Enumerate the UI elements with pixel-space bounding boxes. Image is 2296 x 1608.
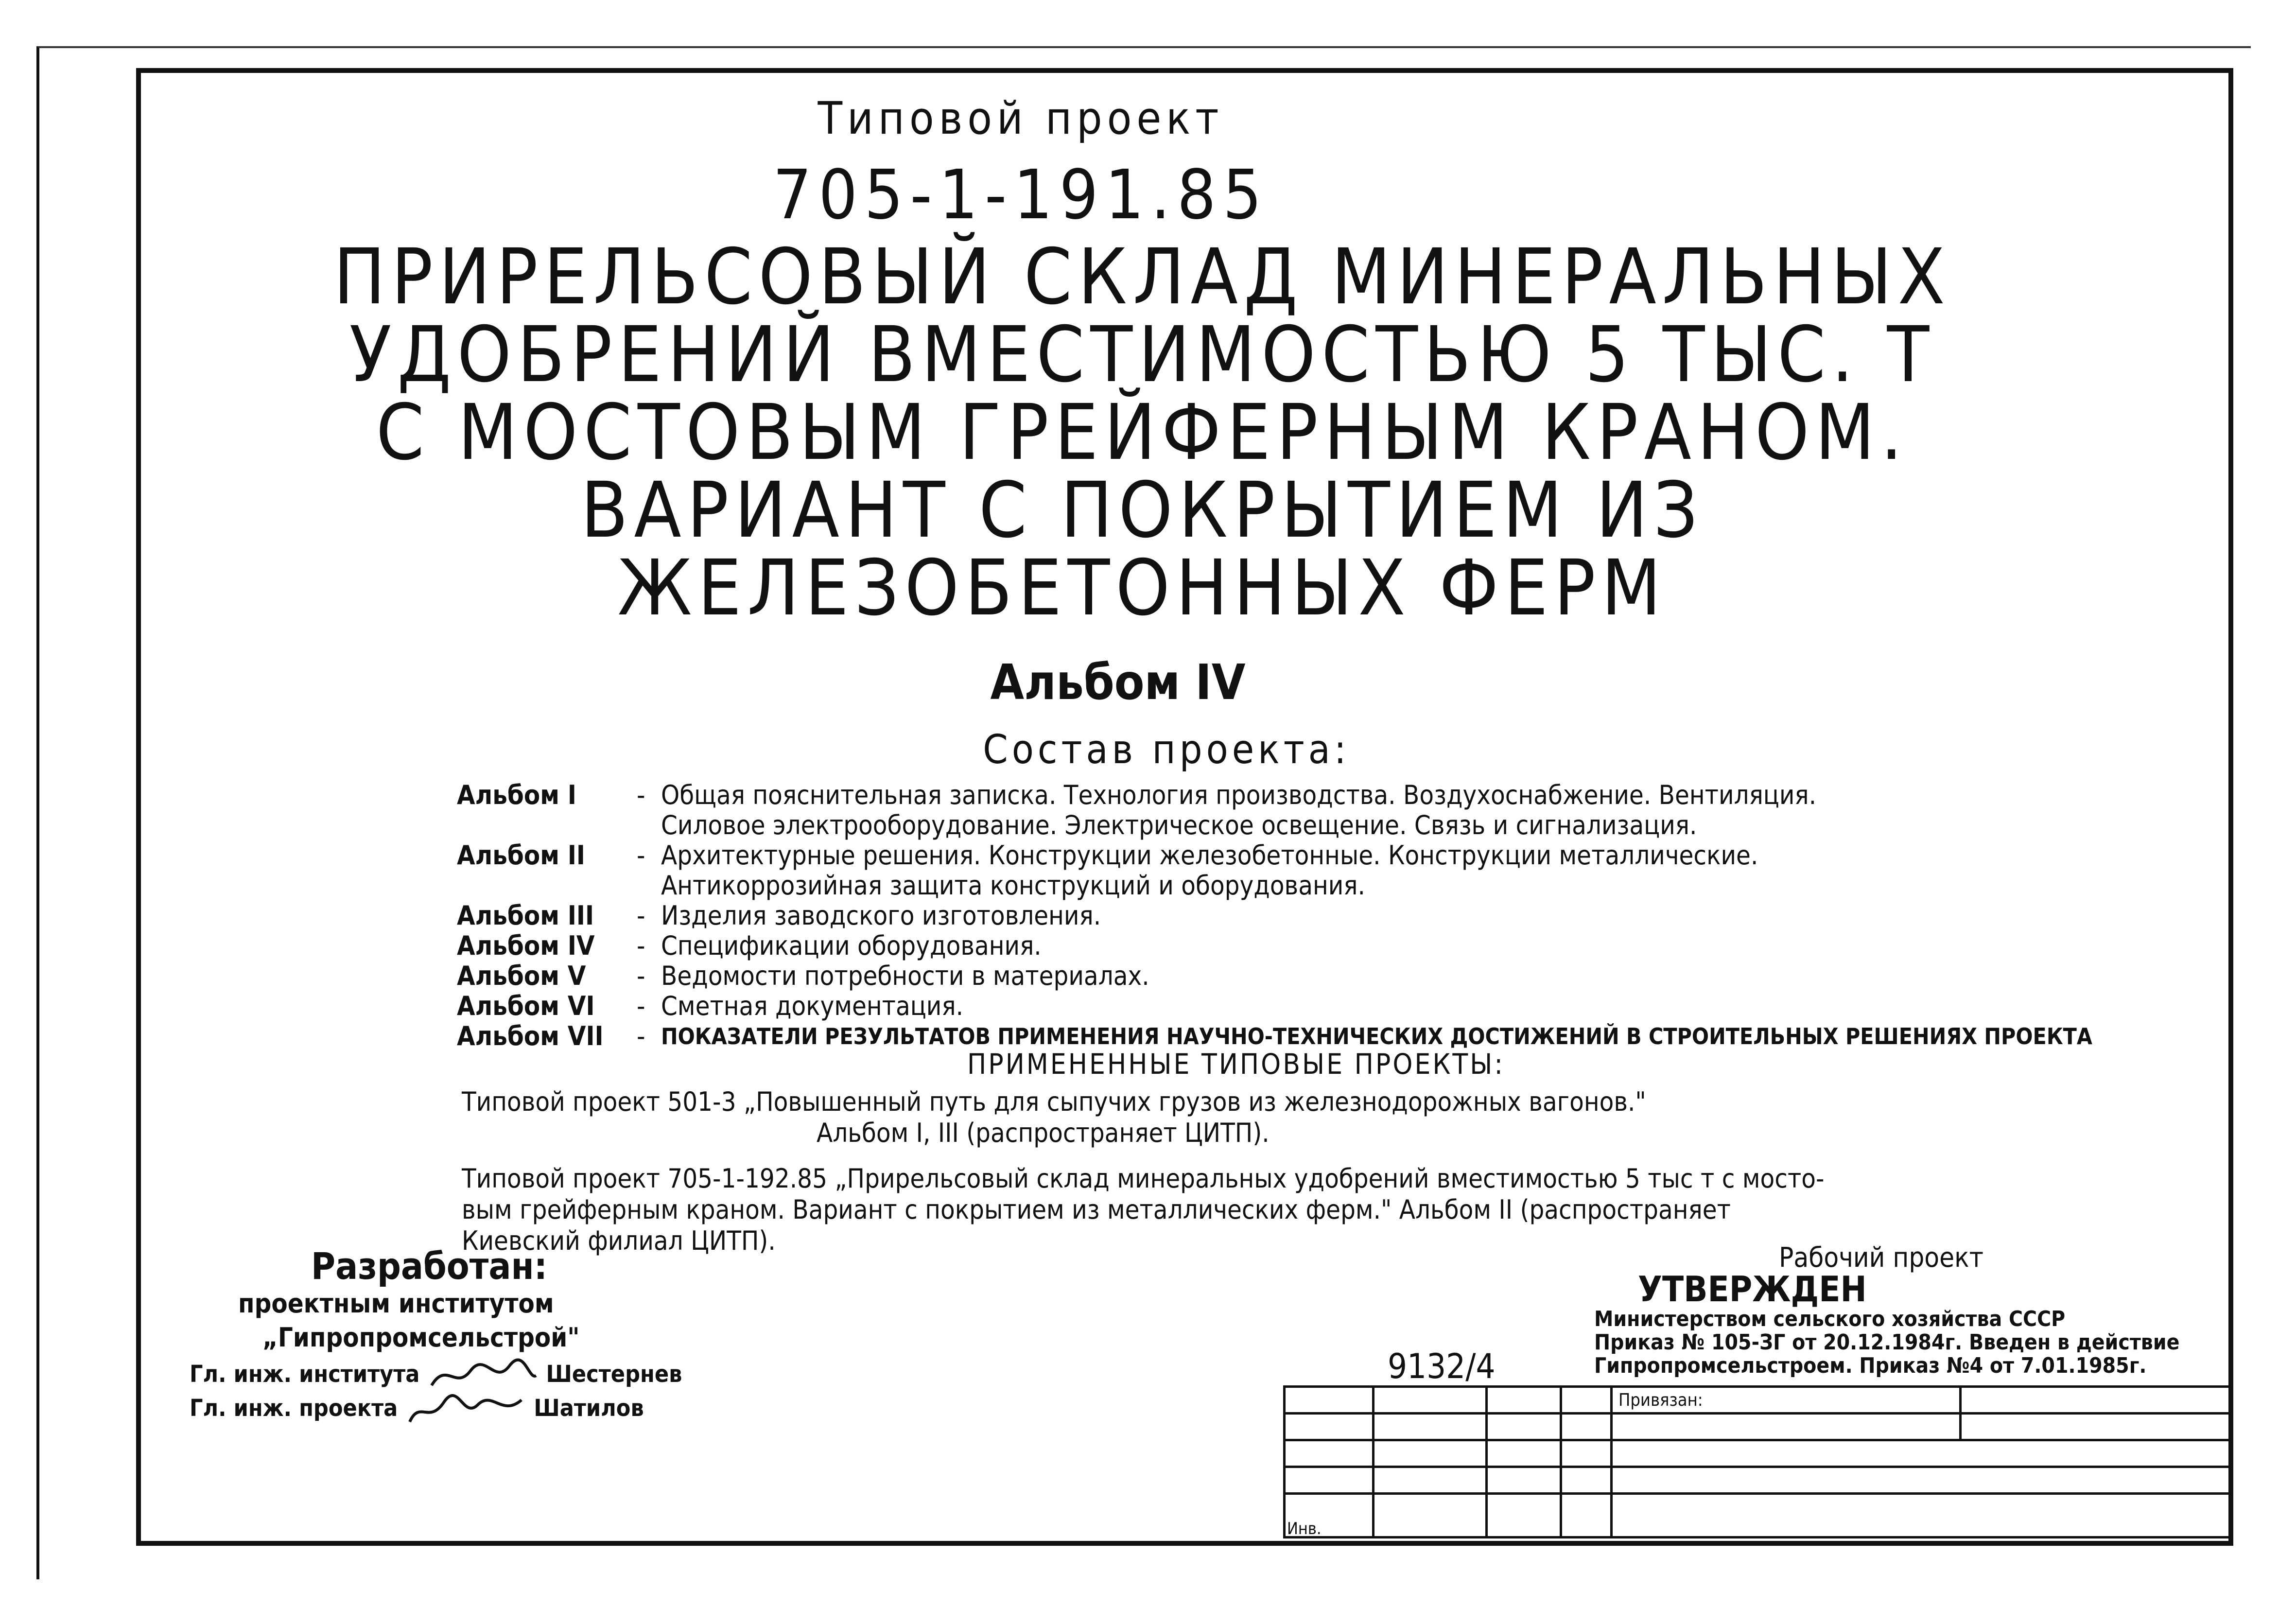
title-line: С МОСТОВЫМ ГРЕЙФЕРНЫМ КРАНОМ. (376, 388, 1909, 477)
applied-project-line: вым грейферным краном. Вариант с покрытием из металлических ферм." Альбом II (распространяет (462, 1194, 1731, 1225)
signature-role: Гл. инж. проекта (190, 1395, 398, 1422)
composition-list (457, 780, 2109, 1051)
signature-role: Гл. инж. института (190, 1361, 420, 1388)
title-line: УДОБРЕНИЙ ВМЕСТИМОСТЬЮ 5 ТЫС. Т (349, 310, 1935, 400)
approval-details (1594, 1308, 2179, 1378)
work-project-label: Рабочий проект (1779, 1242, 1983, 1274)
approval-line: Приказ № 105-ЗГ от 20.12.1984г. Введен в действие (1594, 1330, 2180, 1355)
album-label: Альбом VII (457, 1021, 604, 1051)
handwritten-signature (427, 1356, 539, 1395)
album-description: Общая пояснительная записка. Технология производства. Воздухоснабжение. Вентиляция. (661, 780, 1817, 810)
stamp-grid (1283, 1385, 2233, 1538)
album-label: Альбом III (457, 900, 594, 931)
approved-heading: УТВЕРЖДЕН (1638, 1269, 1867, 1310)
album-description: Спецификации оборудования. (661, 930, 1042, 961)
approval-line: Министерством сельского хозяйства СССР (1594, 1307, 2066, 1331)
title-line: ЖЕЛЕЗОБЕТОННЫХ ФЕРМ (617, 543, 1667, 633)
applied-project-line: Киевский филиал ЦИТП). (462, 1225, 776, 1256)
album-label: Альбом IV (457, 930, 595, 961)
album-label: Альбом V (457, 961, 586, 991)
album-description: Ведомости потребности в материалах. (661, 961, 1149, 991)
album-description: Сметная документация. (661, 991, 964, 1021)
attached-label: Привязан: (1618, 1390, 1703, 1410)
developer-institute: проектным институтом (238, 1288, 554, 1319)
album-description: Изделия заводского изготовления. (661, 900, 1101, 931)
album-description: Силовое электрооборудование. Электрическое освещение. Связь и сигнализация. (661, 810, 1697, 840)
applied-projects-heading: ПРИМЕНЕННЫЕ ТИПОВЫЕ ПРОЕКТЫ: (967, 1048, 1505, 1081)
album-number: Альбом IV (990, 654, 1246, 711)
list-item: Альбом V - Ведомости потребности в материалах. (457, 961, 2109, 991)
sheet-number: 9132/4 (1388, 1346, 1496, 1386)
signature-row-institute (190, 1356, 682, 1395)
composition-heading: Состав проекта: (983, 727, 1350, 773)
signature-name: Шатилов (534, 1395, 644, 1422)
signature-name: Шестернев (546, 1361, 682, 1388)
developer-heading: Разработан: (311, 1244, 548, 1288)
list-item: Альбом IV - Спецификации оборудования. (457, 931, 2109, 961)
project-title (243, 232, 2041, 633)
album-description: Архитектурные решения. Конструкции железобетонные. Конструкции металлические. (661, 840, 1758, 871)
list-item: Альбом I - Общая пояснительная записка. Технология производства. Воздухоснабжение. Вентиляция. Силовое электрооборудование. Электрическое освещение. Связь и сигнализация. (457, 780, 2109, 840)
list-item: Альбом VII - ПОКАЗАТЕЛИ РЕЗУЛЬТАТОВ ПРИМЕНЕНИЯ НАУЧНО-ТЕХНИЧЕСКИХ ДОСТИЖЕНИЙ В СТРОИТЕЛЬНЫХ РЕШЕНИЯХ ПРОЕКТА (457, 1021, 2109, 1051)
title-line: ВАРИАНТ С ПОКРЫТИЕМ ИЗ (580, 466, 1704, 555)
album-description: Антикоррозийная защита конструкций и оборудования. (661, 870, 1365, 901)
project-type-label: Типовой проект (818, 92, 1224, 144)
applied-project-line: Типовой проект 705-1-192.85 „Прирельсовый склад минеральных удобрений вместимостью 5 тыс т с мосто- (462, 1163, 1825, 1194)
album-description: ПОКАЗАТЕЛИ РЕЗУЛЬТАТОВ ПРИМЕНЕНИЯ НАУЧНО-ТЕХНИЧЕСКИХ ДОСТИЖЕНИЙ В СТРОИТЕЛЬНЫХ РЕШЕНИЯХ ПРОЕКТА (661, 1023, 2092, 1049)
list-item: Альбом VI - Сметная документация. (457, 991, 2109, 1021)
applied-project-line: Типовой проект 501-3 „Повышенный путь для сыпучих грузов из железнодорожных вагонов." (462, 1086, 1646, 1117)
title-block-stamp (1283, 1385, 2233, 1541)
album-label: Альбом I (457, 780, 576, 810)
list-item: Альбом II - Архитектурные решения. Конструкции железобетонные. Конструкции металлические. Антикоррозийная защита конструкций и оборудования. (457, 840, 2109, 901)
applied-project-line: Альбом I, III (распространяет ЦИТП). (817, 1118, 1270, 1148)
project-code: 705-1-191.85 (773, 156, 1269, 235)
approval-line: Гипропромсельстроем. Приказ №4 от 7.01.1985г. (1594, 1353, 2147, 1378)
list-item: Альбом III - Изделия заводского изготовления. (457, 901, 2109, 931)
title-line: ПРИРЕЛЬСОВЫЙ СКЛАД МИНЕРАЛЬНЫХ (333, 232, 1951, 322)
album-label: Альбом II (457, 840, 585, 871)
developer-organization: „Гипропромсельстрой" (262, 1322, 580, 1353)
album-label: Альбом VI (457, 991, 595, 1021)
handwritten-signature (405, 1390, 526, 1429)
inventory-label: Инв. (1287, 1519, 1322, 1538)
applied-projects-list (462, 1086, 2114, 1257)
signature-row-project (190, 1390, 644, 1429)
